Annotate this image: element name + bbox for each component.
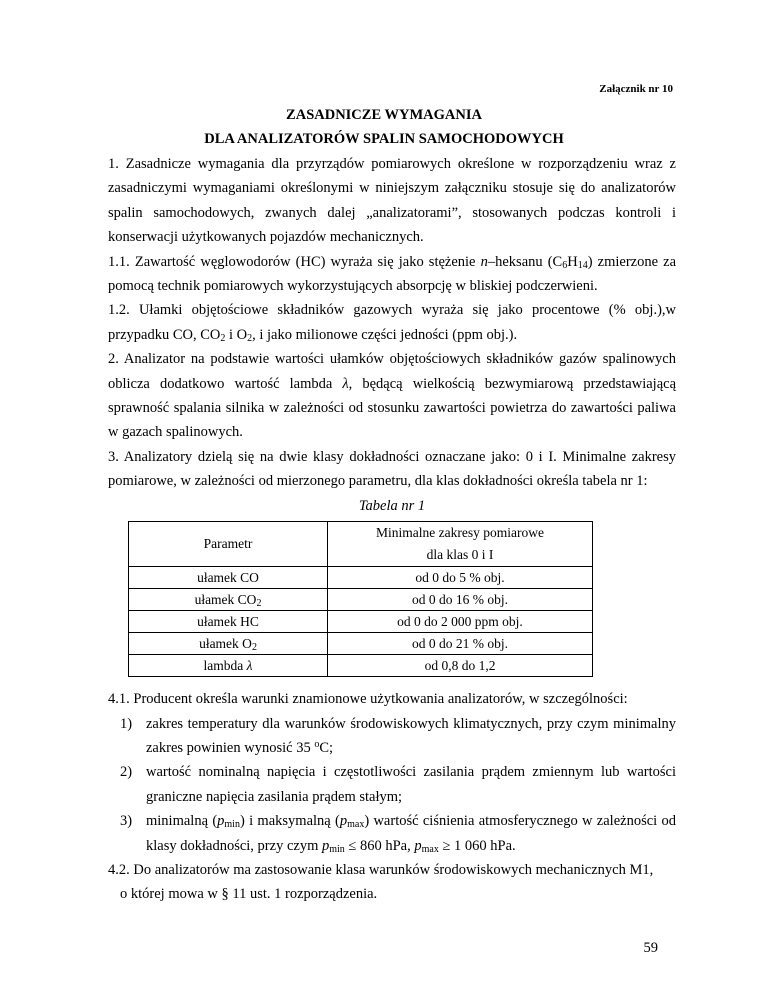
cell-range: od 0 do 16 % obj. <box>328 589 593 611</box>
table-row <box>129 633 593 655</box>
text: ≥ 1 060 hPa. <box>438 837 516 854</box>
subscript: 2 <box>247 332 253 344</box>
paragraph-4-2-line-1: 4.2. Do analizatorów ma zastosowanie klasa warunków środowiskowych mechanicznych M1, <box>108 861 654 878</box>
text: H <box>567 253 578 270</box>
text: ułamek CO <box>197 570 259 586</box>
text: minimalną ( <box>146 813 218 830</box>
annex-label: Załącznik nr 10 <box>599 83 673 95</box>
text: ułamek O <box>199 636 252 652</box>
text: 2. Analizator na podstawie wartości ułamków objętościowych składników gazów spalinowych oblicza dodatkowo wartość lambda <box>108 351 676 392</box>
ranges-table <box>128 521 593 677</box>
list-number: 2) <box>120 764 133 781</box>
text: ułamek HC <box>197 614 259 630</box>
paragraph-1-2 <box>108 298 676 347</box>
text: , i jako milionowe części jedności (ppm obj.). <box>252 326 518 343</box>
lambda-symbol: λ <box>342 375 349 392</box>
table-row <box>129 567 593 589</box>
paragraph-3: 3. Analizatory dzielą się na dwie klasy dokładności oznaczane jako: 0 i I. Minimalne zakresy pomiarowe, w zależności od mierzonego parametru, dla klas dokładności określa tabela nr 1: <box>108 448 676 490</box>
document-body <box>108 152 676 907</box>
text: ) i maksymalną ( <box>239 813 340 830</box>
header-text: Minimalne zakresy pomiarowe <box>376 525 544 541</box>
subscript: 6 <box>562 259 568 271</box>
cell-param <box>129 589 328 611</box>
subscript: max <box>421 843 439 855</box>
text: C; <box>319 739 334 756</box>
cell-param <box>129 567 328 589</box>
text: , będącą wielkością bezwymiarową przedstawiającą sprawność spalania silnika w zależności od stosunku zawartości powietrza do zawartości paliwa w gazach spalinowych. <box>108 375 677 441</box>
subscript: max <box>347 819 365 831</box>
paragraph-1-1 <box>108 250 676 299</box>
text: 1.1. Zawartość węglowodorów (HC) wyraża się jako stężenie <box>108 253 481 270</box>
subscript: min <box>329 843 345 855</box>
title-line-2: DLA ANALIZATORÓW SPALIN SAMOCHODOWYCH <box>204 131 564 147</box>
paragraph-1: 1. Zasadnicze wymagania dla przyrządów pomiarowych określone w rozporządzeniu wraz z zasadniczymi wymaganiami określonymi w niniejszym załączniku stosuje się do analizatorów spalin samochodowych, zwanych dalej „analizatorami”, stosowanych podczas kontroli i konserwacji użytkowanych pojazdów mechanicznych. <box>108 156 676 246</box>
paragraph-4-1: 4.1. Producent określa warunki znamionowe użytkowania analizatorów, w szczególności: <box>108 691 628 708</box>
cell-param <box>129 633 328 655</box>
cell-param <box>129 655 328 677</box>
text: zakres temperatury dla warunków środowiskowych klimatycznych, przy czym minimalny zakres powinien wynosić 35 <box>146 715 676 756</box>
cell-param <box>129 611 328 633</box>
cell-range: od 0 do 21 % obj. <box>328 633 593 655</box>
cell-range: od 0 do 2 000 ppm obj. <box>328 611 593 633</box>
lambda-symbol: λ <box>246 658 253 674</box>
superscript: o <box>314 738 320 750</box>
table-row <box>129 655 593 677</box>
text: ≤ 860 hPa, <box>344 837 415 854</box>
list-number: 1) <box>120 715 133 732</box>
header-zakresy <box>328 522 593 567</box>
table-row <box>129 589 593 611</box>
text-italic-p: p <box>414 837 422 854</box>
list-item <box>120 760 676 809</box>
text-italic-p: p <box>217 813 225 830</box>
table-header-row <box>129 522 593 567</box>
requirements-list <box>120 712 676 858</box>
text-italic-p: p <box>321 837 330 854</box>
title-line-1: ZASADNICZE WYMAGANIA <box>286 107 482 123</box>
subscript: 2 <box>251 642 257 654</box>
text: –heksanu (C <box>487 253 563 270</box>
subscript: 2 <box>220 332 226 344</box>
text: ) wartość ciśnienia atmosferycznego w zależności od klasy dokładności, przy czym <box>146 813 676 854</box>
header-text: dla klas 0 i I <box>426 547 494 563</box>
text: wartość nominalną napięcia i częstotliwości zasilania prądem zmiennym lub wartości graniczne napięcia zasilania prądem stałym; <box>146 764 676 805</box>
list-item <box>120 809 676 858</box>
cell-range: od 0 do 5 % obj. <box>328 567 593 589</box>
list-item <box>120 712 676 761</box>
table-row <box>129 611 593 633</box>
subscript: 14 <box>577 259 588 271</box>
cell-range: od 0,8 do 1,2 <box>328 655 593 677</box>
text: ) zmierzone za pomocą technik pomiarowych wykorzystujących absorpcję w bliskiej podczerwieni. <box>108 253 677 295</box>
header-parametr: Parametr <box>129 522 328 567</box>
text: i O <box>225 326 248 343</box>
subscript: 2 <box>256 598 262 610</box>
page-number: 59 <box>643 940 658 956</box>
text: 1.2. Ułamki objętościowe składników gazowych wyraża się jako procentowe (% obj.),w przypadku CO, CO <box>108 302 676 343</box>
text-italic-n: n <box>480 253 488 270</box>
text: ułamek CO <box>194 592 257 608</box>
paragraph-2 <box>108 347 676 445</box>
paragraph-4-2-line-2: o której mowa w § 11 ust. 1 rozporządzenia. <box>120 886 378 903</box>
text: lambda <box>203 658 247 674</box>
subscript: min <box>224 819 240 831</box>
list-number: 3) <box>120 813 133 830</box>
table-caption: Tabela nr 1 <box>358 497 426 514</box>
text-italic-p: p <box>339 813 348 830</box>
